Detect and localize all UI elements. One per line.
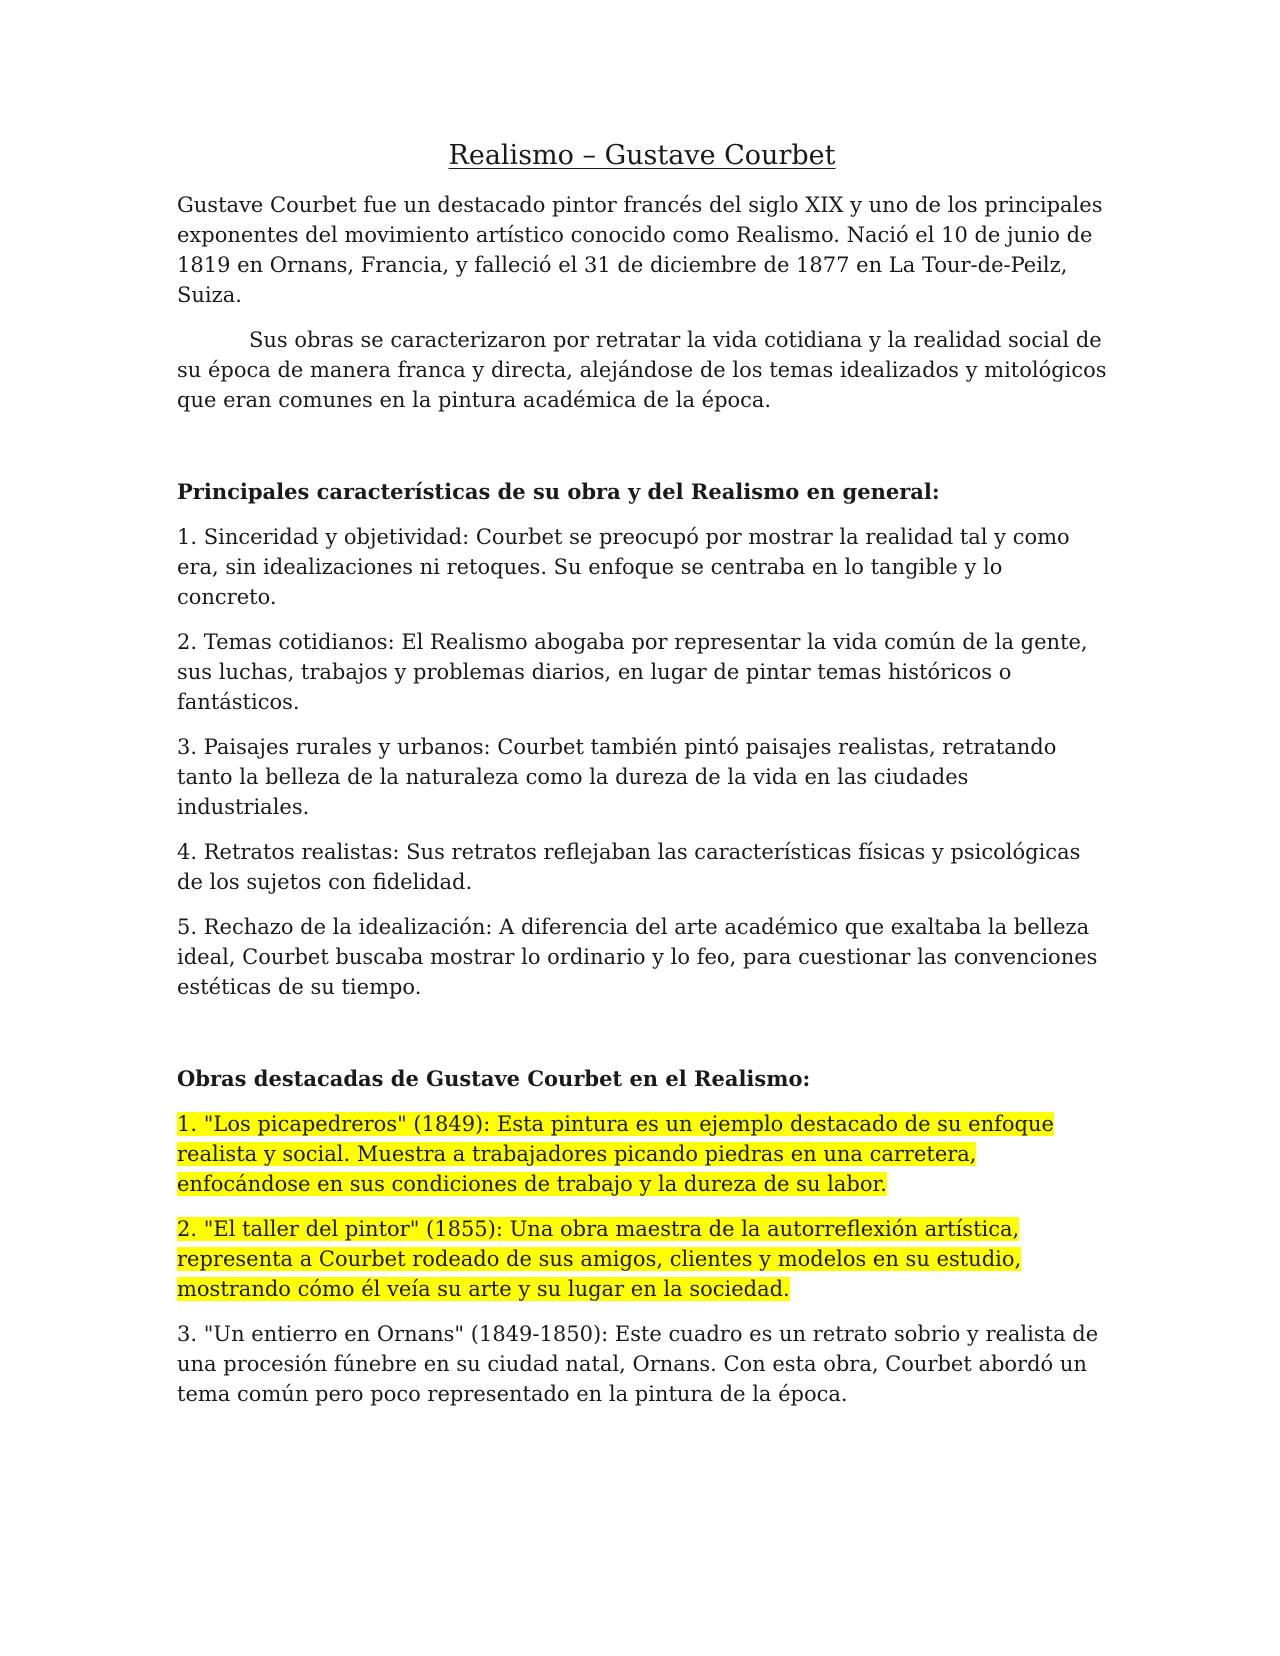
works-heading: Obras destacadas de Gustave Courbet en el Realismo:	[177, 1066, 811, 1092]
intro-paragraph-1: Gustave Courbet fue un destacado pintor francés del siglo XIX y uno de los principales exponentes del movimiento artístico conocido como Realismo. Nació el 10 de junio de 1819 en Ornans, Francia, y falleció el 31 de diciembre de 1877 en La Tour-de-Peilz, Suiza.	[177, 193, 1103, 308]
work-item-2	[177, 1214, 1107, 1304]
characteristic-item-1: 1. Sinceridad y objetividad: Courbet se preocupó por mostrar la realidad tal y como era, sin idealizaciones ni retoques. Su enfoque se centraba en lo tangible y lo concreto.	[177, 525, 1070, 610]
characteristics-heading: Principales características de su obra y del Realismo en general:	[177, 479, 940, 505]
section-gap	[177, 430, 1107, 477]
document-title: Realismo – Gustave Courbet	[448, 140, 836, 171]
highlighted-text: 1. "Los picapedreros" (1849): Esta pintura es un ejemplo destacado de su enfoque realista y social. Muestra a trabajadores picando piedras en una carretera, enfocándose en sus condiciones de trabajo y la dureza de su labor.	[177, 1112, 1054, 1197]
characteristic-item-4: 4. Retratos realistas: Sus retratos reflejaban las características físicas y psicológicas de los sujetos con fidelidad.	[177, 840, 1081, 895]
characteristic-item-3: 3. Paisajes rurales y urbanos: Courbet también pintó paisajes realistas, retratando tanto la belleza de la naturaleza como la dureza de la vida en las ciudades industriales.	[177, 735, 1057, 820]
highlighted-text: 2. "El taller del pintor" (1855): Una obra maestra de la autorreflexión artística, representa a Courbet rodeado de sus amigos, clientes y modelos en su estudio, mostrando cómo él veía su arte y su lugar en la sociedad.	[177, 1217, 1022, 1302]
work-item-1	[177, 1109, 1107, 1199]
work-item-3: 3. "Un entierro en Ornans" (1849-1850): Este cuadro es un retrato sobrio y realista de una procesión fúnebre en su ciudad natal, Ornans. Con esta obra, Courbet abordó un tema común pero poco representado en la pintura de la época.	[177, 1322, 1099, 1407]
section-gap	[177, 1017, 1107, 1064]
characteristic-item-2: 2. Temas cotidianos: El Realismo abogaba por representar la vida común de la gente, sus luchas, trabajos y problemas diarios, en lugar de pintar temas históricos o fantásticos.	[177, 630, 1088, 715]
document-page	[177, 140, 1107, 1424]
characteristic-item-5: 5. Rechazo de la idealización: A diferencia del arte académico que exaltaba la belleza ideal, Courbet buscaba mostrar lo ordinario y lo feo, para cuestionar las convenciones estéticas de su tiempo.	[177, 915, 1098, 1000]
intro-paragraph-2: Sus obras se caracterizaron por retratar la vida cotidiana y la realidad social de su época de manera franca y directa, alejándose de los temas idealizados y mitológicos que eran comunes en la pintura académica de la época.	[177, 328, 1107, 413]
